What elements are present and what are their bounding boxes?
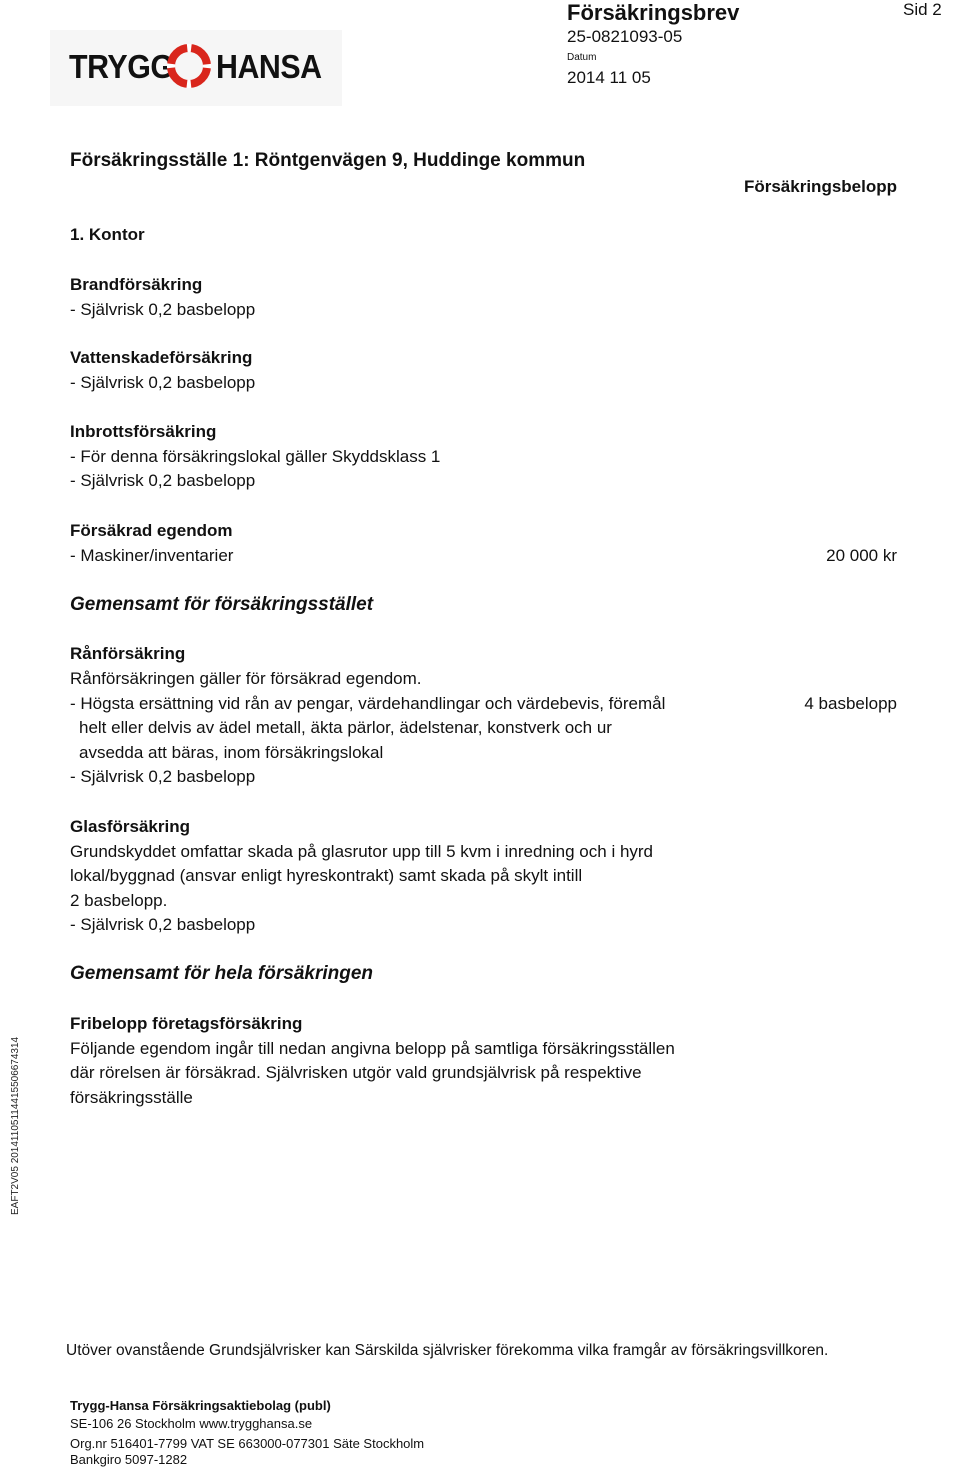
- insured-property-item: - Maskiner/inventarier: [70, 546, 234, 565]
- fire-insurance-title: Brandförsäkring: [70, 275, 203, 294]
- amount-column-header: Försäkringsbelopp: [743, 177, 897, 196]
- glass-insurance-line3: 2 basbelopp.: [70, 891, 168, 910]
- footer-notice: Utöver ovanstående Grundsjälvrisker kan Särskilda självrisker förekomma vilka framgår av försäkringsvillkoren.: [66, 1342, 829, 1359]
- robbery-insurance-intro: Rånförsäkringen gäller för försäkrad egendom.: [70, 669, 422, 688]
- footer-address: SE-106 26 Stockholm www.trygghansa.se: [70, 1416, 313, 1431]
- footer-org: Org.nr 516401-7799 VAT SE 663000-077301 Säte Stockholm: [70, 1436, 425, 1451]
- fire-insurance-excess: - Självrisk 0,2 basbelopp: [70, 300, 256, 319]
- insured-property-title: Försäkrad egendom: [70, 521, 233, 540]
- logo-text-right: HANSA: [216, 48, 322, 85]
- robbery-insurance-line1: - Högsta ersättning vid rån av pengar, värdehandlingar och värdebevis, föremål: [70, 694, 666, 713]
- company-logo: [50, 30, 342, 106]
- common-location-heading: Gemensamt för försäkringsstället: [70, 594, 374, 615]
- glass-insurance-excess: - Självrisk 0,2 basbelopp: [70, 915, 256, 934]
- free-amount-line1: Följande egendom ingår till nedan angivna belopp på samtliga försäkringsställen: [70, 1039, 675, 1058]
- robbery-insurance-excess: - Självrisk 0,2 basbelopp: [70, 767, 256, 786]
- glass-insurance-title: Glasförsäkring: [70, 817, 190, 836]
- free-amount-title: Fribelopp företagsförsäkring: [70, 1014, 303, 1033]
- logo-text-left: TRYGG: [69, 48, 174, 85]
- section-heading-kontor: 1. Kontor: [70, 225, 145, 244]
- insured-property-amount: 20 000 kr: [826, 546, 897, 565]
- free-amount-line3: försäkringsställe: [70, 1088, 193, 1107]
- common-all-heading: Gemensamt för hela försäkringen: [70, 963, 374, 984]
- burglary-insurance-excess: - Självrisk 0,2 basbelopp: [70, 471, 256, 490]
- glass-insurance-line1: Grundskyddet omfattar skada på glasrutor upp till 5 kvm i inredning och i hyrd: [70, 842, 654, 861]
- robbery-insurance-title: Rånförsäkring: [70, 644, 186, 663]
- date-label: Datum: [567, 52, 597, 63]
- page-number: Sid 2: [903, 0, 942, 19]
- date-value: 2014 11 05: [567, 68, 651, 87]
- burglary-insurance-title: Inbrottsförsäkring: [70, 422, 217, 441]
- burglary-insurance-note: - För denna försäkringslokal gäller Skyddsklass 1: [70, 447, 441, 466]
- water-insurance-title: Vattenskadeförsäkring: [70, 348, 253, 367]
- footer-bankgiro: Bankgiro 5097-1282: [70, 1452, 188, 1467]
- side-document-code: EAFT2V05 20141105114415506674314: [10, 1036, 21, 1215]
- robbery-insurance-line2: helt eller delvis av ädel metall, äkta pärlor, ädelstenar, konstverk och ur: [79, 718, 612, 737]
- robbery-insurance-amount: 4 basbelopp: [804, 694, 897, 713]
- glass-insurance-line2: lokal/byggnad (ansvar enligt hyreskontrakt) samt skada på skylt intill: [70, 866, 583, 885]
- robbery-insurance-line3: avsedda att bäras, inom försäkringslokal: [79, 743, 384, 762]
- location-heading: Försäkringsställe 1: Röntgenvägen 9, Huddinge kommun: [70, 150, 586, 171]
- document-title: Försäkringsbrev: [567, 0, 740, 25]
- lifebuoy-icon: [167, 44, 211, 88]
- footer-company: Trygg-Hansa Försäkringsaktiebolag (publ): [70, 1398, 331, 1413]
- policy-number: 25-0821093-05: [567, 27, 683, 46]
- free-amount-line2: där rörelsen är försäkrad. Självrisken utgör vald grundsjälvrisk på respektive: [70, 1063, 642, 1082]
- water-insurance-excess: - Självrisk 0,2 basbelopp: [70, 373, 256, 392]
